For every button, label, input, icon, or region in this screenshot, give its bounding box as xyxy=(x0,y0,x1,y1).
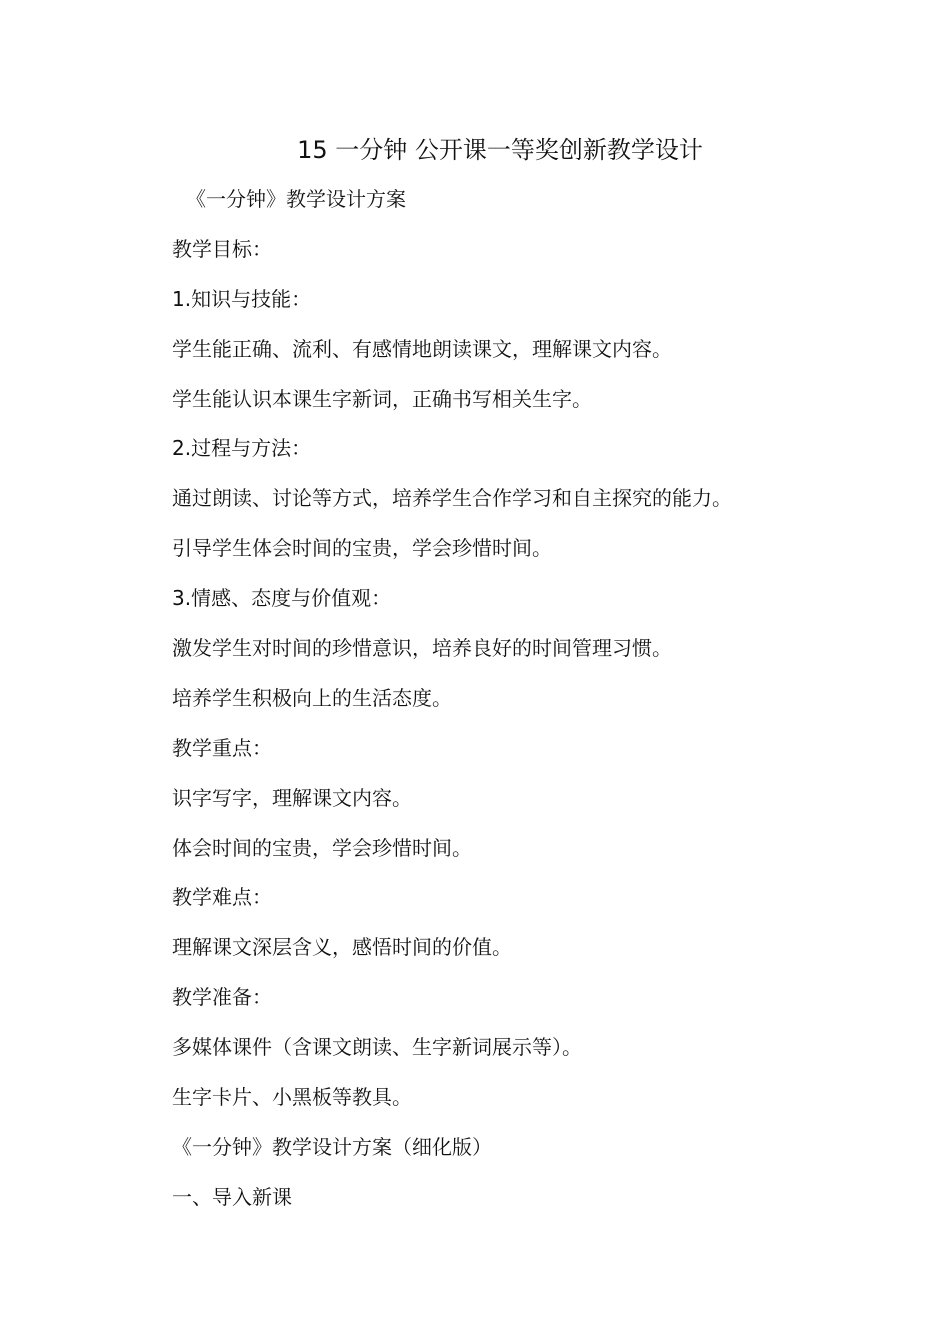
section-introduction: 一、导入新课 xyxy=(172,1184,292,1209)
detailed-plan-heading: 《一分钟》教学设计方案（细化版） xyxy=(172,1134,492,1159)
subsection-process: 2.过程与方法： xyxy=(172,436,312,461)
subsection-knowledge: 1.知识与技能： xyxy=(172,286,312,311)
paragraph: 识字写字，理解课文内容。 xyxy=(172,785,412,810)
paragraph: 引导学生体会时间的宝贵，学会珍惜时间。 xyxy=(172,536,552,561)
document-title: 15 一分钟 公开课一等奖创新教学设计 xyxy=(297,136,703,164)
paragraph: 学生能正确、流利、有感情地朗读课文，理解课文内容。 xyxy=(172,336,672,361)
paragraph: 激发学生对时间的珍惜意识，培养良好的时间管理习惯。 xyxy=(172,636,672,661)
paragraph: 多媒体课件（含课文朗读、生字新词展示等）。 xyxy=(172,1035,582,1060)
paragraph: 体会时间的宝贵，学会珍惜时间。 xyxy=(172,835,472,860)
paragraph: 生字卡片、小黑板等教具。 xyxy=(172,1085,412,1110)
paragraph: 理解课文深层含义，感悟时间的价值。 xyxy=(172,935,512,960)
paragraph: 学生能认识本课生字新词，正确书写相关生字。 xyxy=(172,386,592,411)
section-difficulties: 教学难点： xyxy=(172,885,272,910)
document-body xyxy=(172,184,912,1232)
plan-heading: 《一分钟》教学设计方案 xyxy=(186,187,406,211)
subsection-emotion: 3.情感、态度与价值观： xyxy=(172,586,392,611)
paragraph: 培养学生积极向上的生活态度。 xyxy=(172,685,452,710)
paragraph: 通过朗读、讨论等方式，培养学生合作学习和自主探究的能力。 xyxy=(172,486,732,511)
section-preparation: 教学准备： xyxy=(172,985,272,1010)
section-key-points: 教学重点： xyxy=(172,735,272,760)
section-objectives: 教学目标： xyxy=(172,236,272,261)
